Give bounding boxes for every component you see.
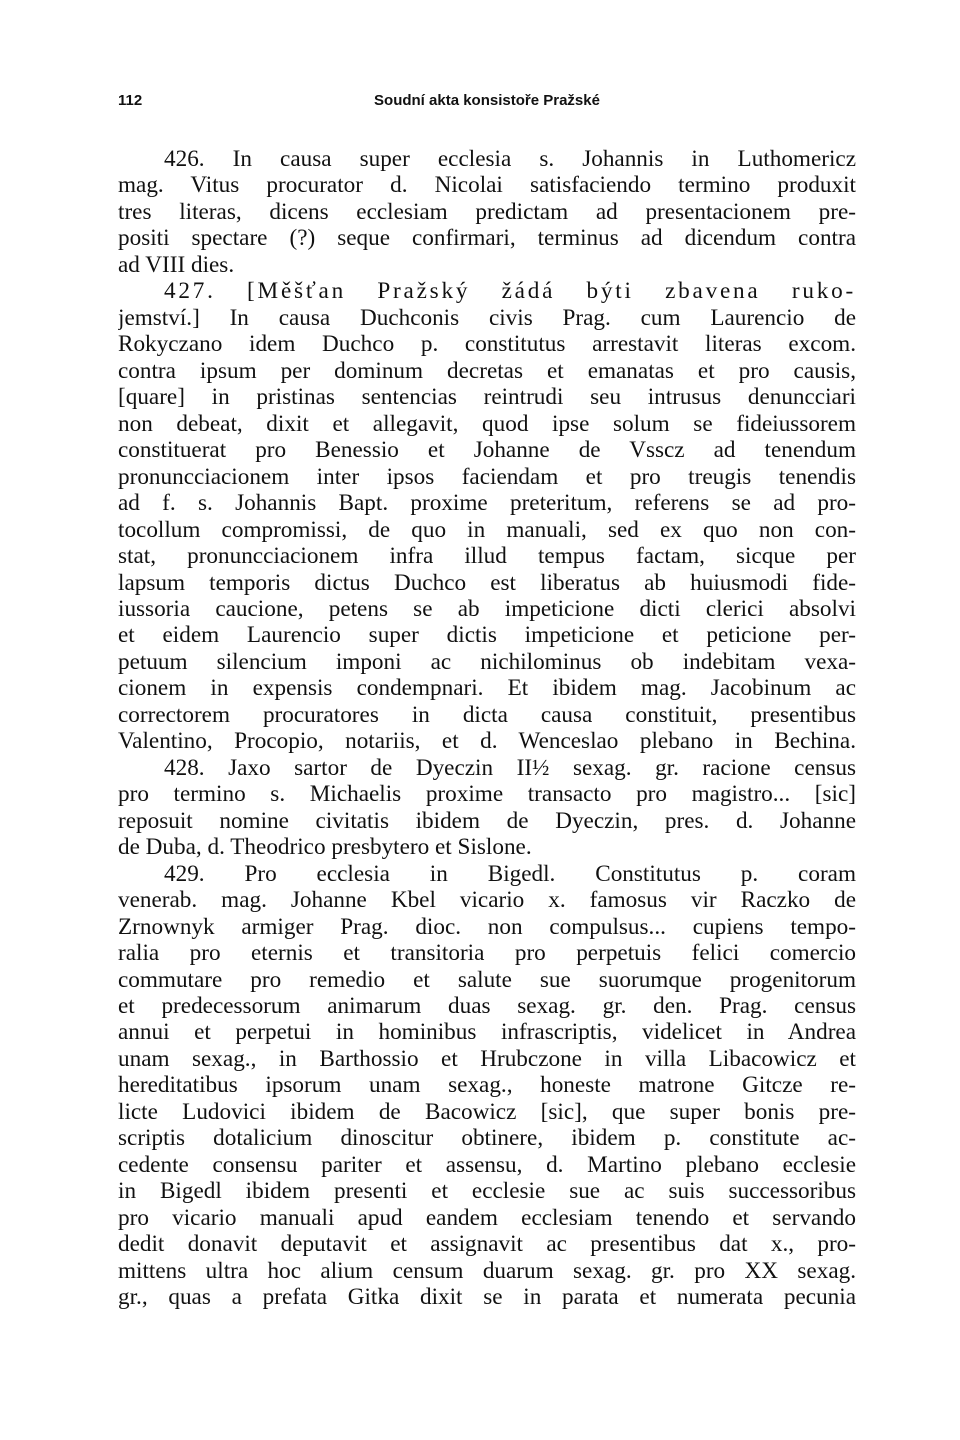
text-line: ad f. s. Johannis Bapt. proxime preteritum, referens se ad pro-: [118, 490, 856, 517]
running-header: [118, 92, 856, 114]
text-line: cionem in expensis condempnari. Et ibidem mag. Jacobinum ac: [118, 675, 856, 702]
text-line: hereditatibus ipsorum unam sexag., honeste matrone Gitcze re-: [118, 1072, 856, 1099]
text-line: constituerat pro Benessio et Johanne de Vsscz ad tenendum: [118, 437, 856, 464]
text-line: et eidem Laurencio super dictis impeticione et peticione per-: [118, 622, 856, 649]
text-line: iussoria caucione, petens se ab impeticione dicti clerici absolvi: [118, 595, 856, 622]
text-line: pronuncciacionem inter ipsos faciendam et pro treugis tenendis: [118, 463, 856, 490]
text-line: petuum silencium imponi ac nichilominus ob indebitam vexa-: [118, 648, 856, 675]
text-line: positi spectare (?) seque confirmari, terminus ad dicendum contra: [118, 225, 856, 252]
text-line: ralia pro eternis et transitoria pro perpetuis felici comercio: [118, 940, 856, 967]
text-line: commutare pro remedio et salute sue suorumque progenitorum: [118, 966, 856, 993]
text-line: tres literas, dicens ecclesiam predictam ad presentacionem pre-: [118, 198, 856, 225]
text-line: contra ipsum per dominum decretas et emanatas et pro causis,: [118, 357, 856, 384]
text-line: mag. Vitus procurator d. Nicolai satisfaciendo termino produxit: [118, 172, 856, 199]
entry-428-first-line: 428. Jaxo sartor de Dyeczin II½ sexag. gr. racione census: [164, 754, 856, 781]
text-line: pro vicario manuali apud eandem ecclesiam tenendo et servando: [118, 1204, 856, 1231]
entry-429-heading-line: 429. Pro ecclesia in Bigedl. Constitutus p. coram: [164, 860, 856, 887]
text-line: Rokyczano idem Duchco p. constitutus arrestavit literas excom.: [118, 331, 856, 358]
text-line: pro termino s. Michaelis proxime transacto pro magistro... [sic]: [118, 781, 856, 808]
text-line: lapsum temporis dictus Duchco est liberatus ab huiusmodi fide-: [118, 569, 856, 596]
text-line: dedit donavit deputavit et assignavit ac presentibus dat x., pro-: [118, 1231, 856, 1258]
text-line: Valentino, Procopio, notariis, et d. Wenceslao plebano in Bechina.: [118, 728, 856, 755]
text-line: unam sexag., in Barthossio et Hrubczone in villa Libacowicz et: [118, 1045, 856, 1072]
text-line: venerab. mag. Johanne Kbel vicario x. famosus vir Raczko de: [118, 887, 856, 914]
text-line: annui et perpetui in hominibus infrascriptis, videlicet in Andrea: [118, 1019, 856, 1046]
text-line: Zrnownyk armiger Prag. dioc. non compulsus... cupiens tempo-: [118, 913, 856, 940]
text-line: mittens ultra hoc alium censum duarum sexag. gr. pro XX sexag.: [118, 1257, 856, 1284]
text-line: de Duba, d. Theodrico presbytero et Sislone.: [118, 834, 532, 861]
text-line: et predecessorum animarum duas sexag. gr. den. Prag. census: [118, 993, 856, 1019]
body-text: [118, 146, 856, 1311]
text-line: cedente consensu pariter et assensu, d. Martino plebano ecclesie: [118, 1151, 856, 1178]
text-line: reposuit nomine civitatis ibidem de Dyeczin, pres. d. Johanne: [118, 807, 856, 834]
text-line: gr., quas a prefata Gitka dixit se in parata et numerata pecunia: [118, 1284, 856, 1311]
page-number: 112: [118, 92, 143, 109]
text-line: tocollum compromissi, de quo in manuali, sed ex quo non con-: [118, 516, 856, 543]
entry-427-heading-line: 427. [Měšťan Pražský žádá býti zbavena ruko-: [164, 278, 856, 305]
text-line: non debeat, dixit et allegavit, quod ipse solum se fideiussorem: [118, 410, 856, 437]
running-title: Soudní akta konsistoře Pražské: [374, 92, 600, 109]
text-line: [quare] in pristinas sentencias reintrudi seu intrusus denuncciari: [118, 384, 856, 411]
entry-426-first-line: 426. In causa super ecclesia s. Johannis in Luthomericz: [164, 146, 856, 172]
text-line: scriptis dotalicium dinoscitur obtinere, ibidem p. constitute ac-: [118, 1125, 856, 1152]
text-line: licte Ludovici ibidem de Bacowicz [sic], que super bonis pre-: [118, 1098, 856, 1125]
text-line: stat, pronuncciacionem infra illud tempus factam, sicque per: [118, 543, 856, 570]
text-line: correctorem procuratores in dicta causa constituit, presentibus: [118, 701, 856, 728]
text-line: jemství.] In causa Duchconis civis Prag. cum Laurencio de: [118, 304, 856, 331]
text-line: in Bigedl ibidem presenti et ecclesie sue ac suis successoribus: [118, 1178, 856, 1205]
text-line: ad VIII dies.: [118, 251, 235, 278]
